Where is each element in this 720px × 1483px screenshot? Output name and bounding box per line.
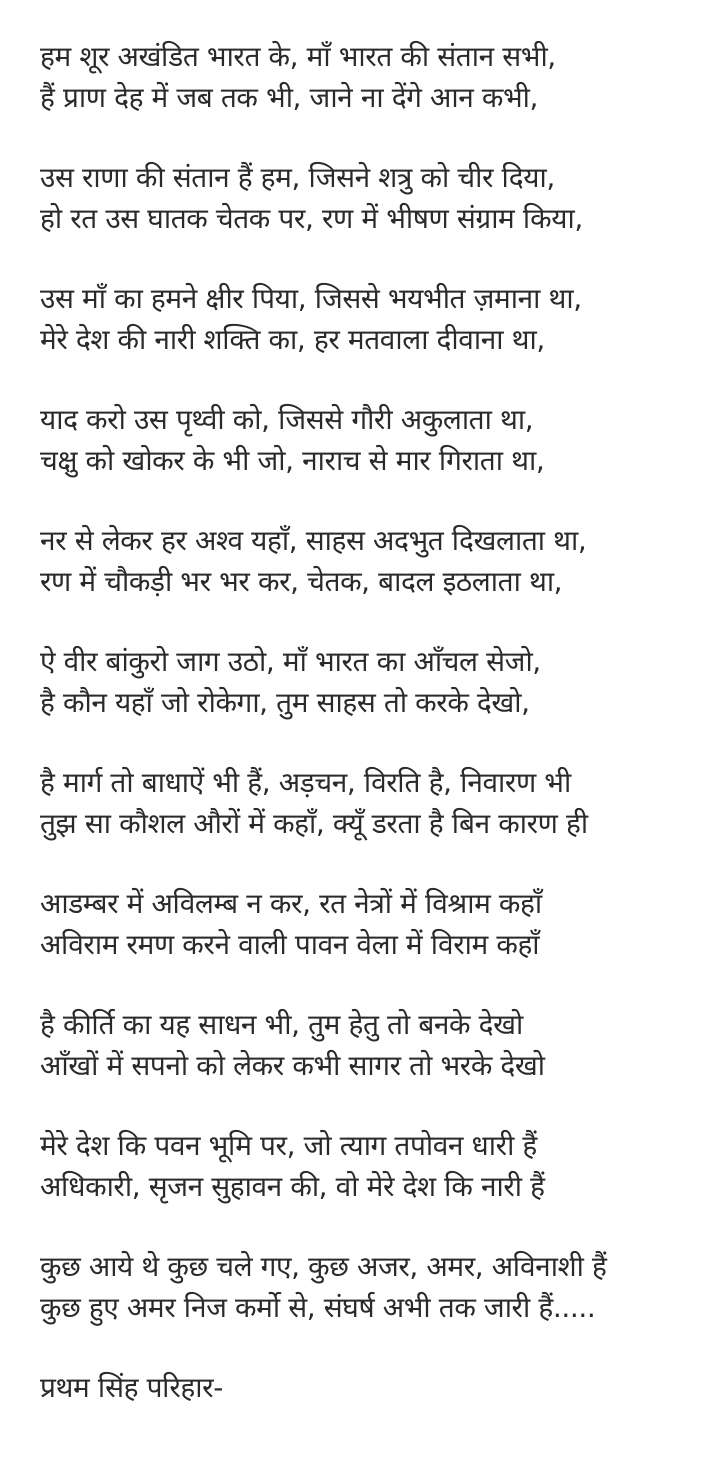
stanza-3: [40, 278, 700, 360]
poem-text: [40, 36, 700, 1408]
poem-line: आँखों में सपनो को लेकर कभी सागर तो भरके देखो: [40, 1049, 545, 1082]
poem-line: हैं प्राण देह में जब तक भी, जाने ना देंगे आन कभी,: [40, 81, 539, 114]
stanza-2: [40, 157, 700, 239]
poem-line: उस माँ का हमने क्षीर पिया, जिससे भयभीत ज़माना था,: [40, 282, 582, 315]
poem-line: है कौन यहाँ जो रोकेगा, तुम साहस तो करके देखो,: [40, 686, 530, 719]
stanza-4: [40, 399, 700, 481]
stanza-1: [40, 36, 700, 118]
poem-line: नर से लेकर हर अश्व यहाँ, साहस अदभुत दिखलाता था,: [40, 524, 587, 557]
poem-line: है कीर्ति का यह साधन भी, तुम हेतु तो बनके देखो: [40, 1008, 523, 1041]
stanza-11: [40, 1246, 700, 1328]
poem-line: अविराम रमण करने वाली पावन वेला में विराम कहाँ: [40, 928, 540, 961]
poem-line: ऐ वीर बांकुरो जाग उठो, माँ भारत का आँचल सेजो,: [40, 645, 541, 678]
stanza-9: [40, 1004, 700, 1086]
poem-line: चक्षु को खोकर के भी जो, नाराच से मार गिराता था,: [40, 444, 545, 477]
stanza-5: [40, 520, 700, 602]
poem-line: रण में चौकड़ी भर भर कर, चेतक, बादल इठलाता था,: [40, 565, 563, 598]
poem-line: मेरे देश की नारी शक्ति का, हर मतवाला दीवाना था,: [40, 323, 545, 356]
poem-line: तुझ सा कौशल औरों में कहाँ, क्यूँ डरता है बिन कारण ही: [40, 807, 588, 840]
stanza-8: [40, 883, 700, 965]
poem-line: उस राणा की संतान हैं हम, जिसने शत्रु को चीर दिया,: [40, 161, 555, 194]
poem-line: है मार्ग तो बाधाऐं भी हैं, अड़चन, विरति है, निवारण भी: [40, 766, 571, 799]
poem-line: हम शूर अखंडित भारत के, माँ भारत की संतान सभी,: [40, 40, 556, 73]
poem-line: हो रत उस घातक चेतक पर, रण में भीषण संग्राम किया,: [40, 202, 583, 235]
poem-line: कुछ हुए अमर निज कर्मो से, संघर्ष अभी तक जारी हैं.....: [40, 1291, 596, 1324]
poem-line: अधिकारी, सृजन सुहावन की, वो मेरे देश कि नारी हैं: [40, 1170, 545, 1203]
poem-line: आडम्बर में अविलम्ब न कर, रत नेत्रों में विश्राम कहाँ: [40, 887, 542, 920]
poem-line: मेरे देश कि पवन भूमि पर, जो त्याग तपोवन धारी हैं: [40, 1129, 537, 1162]
stanza-7: [40, 762, 700, 844]
stanza-10: [40, 1125, 700, 1207]
poem-line: कुछ आये थे कुछ चले गए, कुछ अजर, अमर, अविनाशी हैं: [40, 1250, 607, 1283]
stanza-6: [40, 641, 700, 723]
author-signature: प्रथम सिंह परिहार-: [40, 1371, 223, 1404]
poem-line: याद करो उस पृथ्वी को, जिससे गौरी अकुलाता था,: [40, 403, 534, 436]
